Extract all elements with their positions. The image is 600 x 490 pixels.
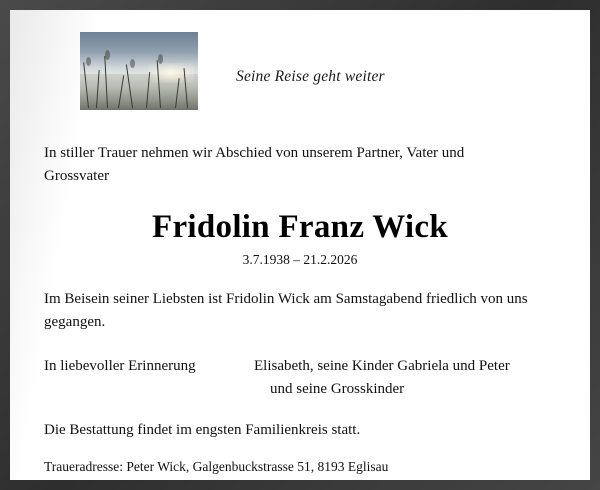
life-dates: 3.7.1938 – 21.2.2026 xyxy=(242,252,358,267)
intro-text: In stiller Trauer nehmen wir Abschied von unserem Partner, Vater und Grossvater xyxy=(44,145,465,184)
memorial-label: In liebevoller Erinnerung xyxy=(44,358,196,374)
burial-note: Die Bestattung findet im engsten Familienkreis statt. xyxy=(44,422,361,438)
header-row xyxy=(44,28,556,124)
obituary-content xyxy=(10,10,590,480)
photo-seed-head xyxy=(158,54,163,64)
photo-seed-head xyxy=(130,59,135,68)
photo-seed-head xyxy=(105,50,110,60)
deceased-name: Fridolin Franz Wick xyxy=(152,209,448,245)
memorial-family-line1: Elisabeth, seine Kinder Gabriela und Peter xyxy=(254,358,510,374)
photo-seed-head xyxy=(86,57,91,66)
photo-sun-glow xyxy=(148,63,194,83)
memorial-row xyxy=(44,355,556,400)
obituary-card xyxy=(10,10,590,480)
memorial-family-line2: und seine Grosskinder xyxy=(270,380,405,397)
motto-text: Seine Reise geht weiter xyxy=(236,68,385,85)
passing-paragraph: Im Beisein seiner Liebsten ist Fridolin Wick am Samstagabend friedlich von uns gegangen. xyxy=(44,291,528,330)
mourning-address: Traueradresse: Peter Wick, Galgenbuckstrasse 51, 8193 Eglisau xyxy=(44,459,389,474)
winter-landscape-photo xyxy=(80,32,198,110)
memorial-family xyxy=(254,355,556,400)
